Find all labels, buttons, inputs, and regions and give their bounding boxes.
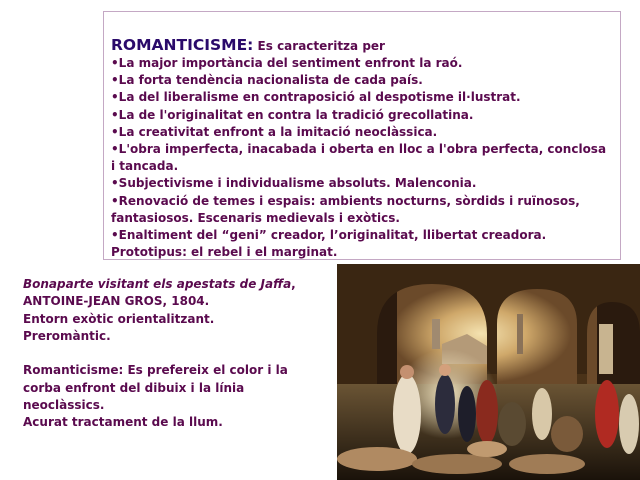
caption-title-line (23, 276, 323, 311)
painting-image (337, 264, 640, 480)
bullet-item: •La creativitat enfront a la imitació neoclàssica. (111, 124, 438, 139)
caption-line: Romanticisme: Es prefereix el color i la corba enfront del dibuix i la línia neoclàssics. (23, 363, 288, 413)
painting-author: , ANTOINE-JEAN GROS, 1804. (23, 277, 296, 309)
caption-spacer (23, 345, 323, 362)
summary-heading-line (111, 37, 614, 55)
bullet-item: •Renovació de temes i espais: ambients nocturns, sòrdids i ruïnosos, fantasiosos. Escenaris medievals i exòtics. (111, 193, 580, 225)
caption-line: Acurat tractament de la llum. (23, 415, 223, 430)
summary-heading: ROMANTICISME: (111, 36, 254, 54)
bullet-item: •L'obra imperfecta, inacabada i oberta en lloc a l'obra perfecta, conclosa i tancada. (111, 142, 607, 174)
painting-caption (23, 276, 323, 432)
summary-box (103, 11, 621, 260)
bullet-item: •La del liberalisme en contraposició al despotisme il·lustrat. (111, 90, 521, 105)
bullet-item: •La de l'originalitat en contra la tradició grecollatina. (111, 107, 474, 122)
painting-title: Bonaparte visitant els apestats de Jaffa (23, 277, 292, 291)
bullet-item: •La major importància del sentiment enfront la raó. (111, 56, 463, 70)
summary-heading-rest: Es caracteritza per (253, 39, 385, 53)
caption-line: Entorn exòtic orientalitzant. (23, 311, 215, 326)
bullet-item: •La forta tendència nacionalista de cada país. (111, 73, 423, 88)
caption-line: Preromàntic. (23, 328, 111, 343)
bullet-item: •Enaltiment del “geni” creador, l’originalitat, llibertat creadora. Prototipus: el rebel i el marginat. (111, 228, 547, 260)
bullet-item: •Subjectivisme i individualisme absoluts. Malenconia. (111, 176, 477, 191)
